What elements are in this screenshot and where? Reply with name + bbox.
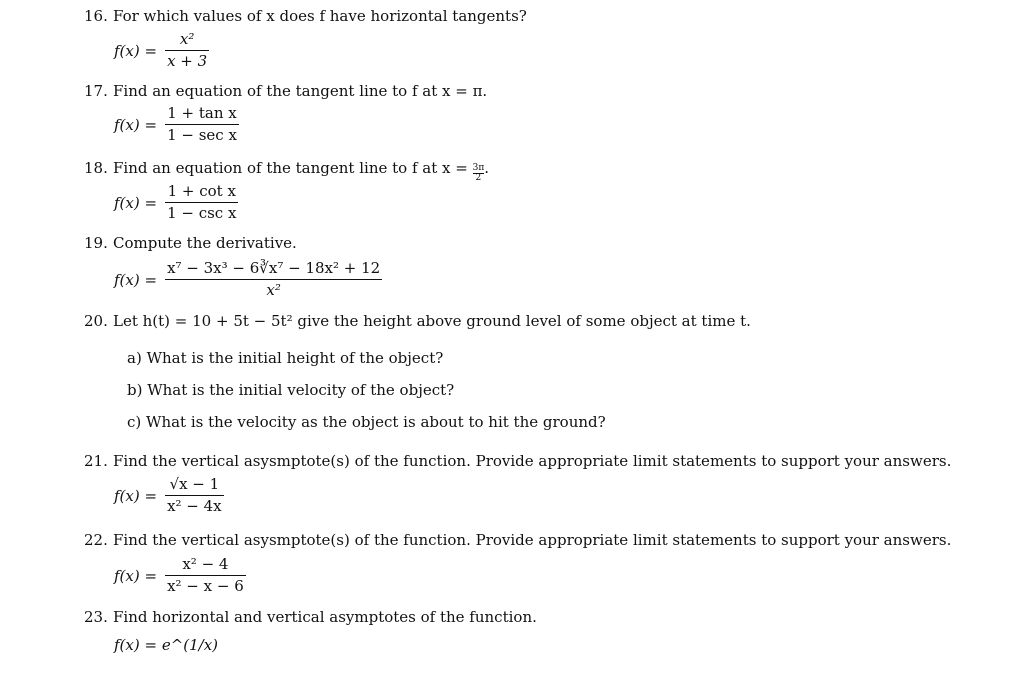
fraction	[165, 183, 238, 222]
problem-20-part-c: c) What is the velocity as the object is about to hit the ground?	[127, 413, 606, 431]
numerator: x⁷ − 3x³ − 6∛x⁷ − 18x² + 12	[167, 259, 381, 277]
problem-18-question	[84, 158, 489, 183]
problem-text: Compute the derivative.	[113, 234, 297, 252]
problem-17	[84, 81, 487, 101]
problem-18	[84, 158, 489, 183]
problem-20-question	[84, 311, 751, 331]
problem-22	[84, 530, 951, 550]
problem-number: 17.	[84, 82, 108, 100]
problem-18-formula	[114, 183, 238, 222]
problem-16	[84, 6, 527, 26]
problem-20-part-a: a) What is the initial height of the object?	[127, 349, 444, 367]
problem-number: 20.	[84, 312, 108, 330]
fraction	[165, 476, 224, 515]
denominator: x²	[165, 279, 382, 299]
problem-20	[84, 311, 751, 331]
inline-denominator: 2	[473, 173, 485, 183]
problem-number: 19.	[84, 234, 108, 252]
problem-number: 18.	[84, 159, 108, 177]
problem-text-end: .	[484, 159, 490, 177]
problem-19	[84, 233, 297, 253]
problem-text: Find horizontal and vertical asymptotes of the function.	[113, 608, 537, 626]
formula-expression: f(x) = e^(1/x)	[114, 636, 219, 654]
denominator: 1 − sec x	[167, 126, 237, 144]
problem-number: 16.	[84, 7, 108, 25]
problem-19-question	[84, 233, 297, 253]
problem-text: Find an equation of the tangent line to f at x =	[113, 159, 468, 177]
problem-text: Find an equation of the tangent line to f at x = π.	[113, 82, 488, 100]
formula-lhs: f(x) =	[114, 566, 158, 585]
problem-16-question	[84, 6, 527, 26]
formula-lhs: f(x) =	[114, 41, 158, 60]
formula-lhs: f(x) =	[114, 486, 158, 505]
problem-21-formula	[114, 476, 224, 515]
numerator: 1 + tan x	[167, 104, 237, 122]
inline-numerator: 3π	[472, 163, 485, 173]
problem-text: Let h(t) = 10 + 5t − 5t² give the height above ground level of some object at time t.	[113, 312, 751, 330]
problem-22-formula	[114, 556, 246, 595]
problem-text: For which values of x does f have horizontal tangents?	[113, 7, 527, 25]
problem-text: Find the vertical asysmptote(s) of the function. Provide appropriate limit statements to support your answers.	[113, 452, 952, 470]
problem-23-question	[84, 607, 537, 627]
problem-number: 23.	[84, 608, 108, 626]
numerator: 1 + cot x	[167, 182, 236, 200]
denominator: 1 − csc x	[167, 204, 237, 222]
problem-number: 21.	[84, 452, 108, 470]
numerator: x²	[179, 30, 195, 48]
fraction	[165, 260, 382, 299]
problem-23	[84, 607, 537, 627]
denominator: x² − x − 6	[167, 577, 244, 595]
problem-20-part-b: b) What is the initial velocity of the object?	[127, 381, 455, 399]
inline-fraction	[473, 164, 485, 183]
problem-17-formula	[114, 105, 239, 144]
problem-19-formula	[114, 260, 382, 299]
numerator: √x − 1	[169, 475, 220, 493]
formula-lhs: f(x) =	[114, 115, 158, 134]
problem-21-question	[84, 451, 951, 471]
denominator: x + 3	[167, 52, 208, 70]
fraction	[165, 105, 239, 144]
problem-16-formula	[114, 31, 209, 70]
formula-lhs: f(x) =	[114, 193, 158, 212]
problem-number: 22.	[84, 531, 108, 549]
problem-21	[84, 451, 951, 471]
problem-17-question	[84, 81, 487, 101]
fraction	[165, 556, 246, 595]
problem-22-question	[84, 530, 951, 550]
numerator: x² − 4	[182, 555, 229, 573]
denominator: x² − 4x	[167, 497, 222, 515]
problem-text: Find the vertical asysmptote(s) of the function. Provide appropriate limit statements to support your answers.	[113, 531, 952, 549]
problem-23-formula	[114, 636, 218, 654]
formula-lhs: f(x) =	[114, 270, 158, 289]
fraction	[165, 31, 209, 70]
